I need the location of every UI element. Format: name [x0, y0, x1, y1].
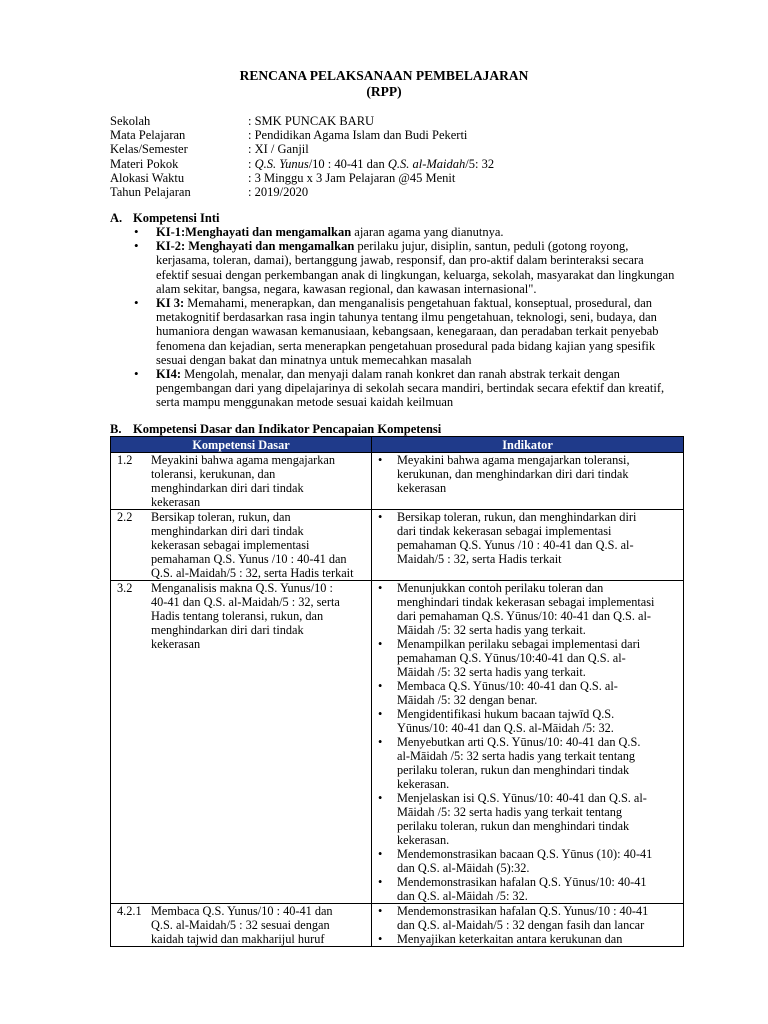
ki-text: sesuai dengan bakat dan minatnya untuk memecahkan masalah	[156, 352, 472, 367]
kd-line: kekerasan	[151, 637, 201, 651]
indicator-cell	[372, 510, 684, 581]
table-row	[111, 904, 684, 947]
kd-line: Q.S. al-Maidah/5 : 32, serta Hadis terkait	[151, 566, 354, 580]
meta-value: : 2019/2020	[248, 185, 309, 200]
kd-line: menghindarkan diri dari tindak	[151, 524, 304, 538]
meta-value-part: :	[248, 156, 255, 171]
document-title: RENCANA PELAKSANAAN PEMBELAJARAN	[239, 68, 529, 83]
indicator-item	[372, 453, 683, 495]
ki-text: efektif sesuai dengan perkembangan anak di lingkungan, keluarga, sekolah, masyarakat dan lingkungan	[156, 267, 675, 282]
bullet-icon: •	[378, 735, 383, 749]
kd-line: toleransi, kerukunan, dan	[151, 467, 276, 481]
indicator-item	[372, 932, 683, 946]
section-a-heading	[110, 211, 219, 225]
ki-text: alam sekitar, bangsa, negara, kawasan regional, dan kawasan internasional".	[156, 281, 537, 296]
meta-value-part: /5: 32	[465, 156, 495, 171]
table-body	[111, 453, 684, 947]
indicator-item	[372, 791, 683, 847]
kd-line: Hadis tentang toleransi, rukun, dan	[151, 609, 324, 623]
ki-label: KI-1:Menghayati dan mengamalkan	[156, 225, 352, 239]
table-row	[111, 581, 684, 904]
indicator-line: kekerasan	[397, 481, 447, 495]
indicator-line: pemahaman Q.S. Yunus /10 : 40-41 dan Q.S. al-	[397, 538, 634, 552]
indicator-item	[372, 679, 683, 707]
ki-text: Memahami, menerapkan, dan menganalisis pengetahuan faktual, konseptual, prosedural, dan	[184, 296, 653, 311]
indicator-item	[372, 707, 683, 735]
kd-cell	[111, 904, 372, 947]
section-title: Kompetensi Dasar dan Indikator Pencapaian Kompetensi	[133, 422, 442, 436]
bullet-icon: •	[378, 847, 383, 861]
meta-label: Sekolah	[110, 114, 151, 128]
indicator-line: Meyakini bahwa agama mengajarkan toleransi,	[397, 453, 630, 467]
meta-label: Mata Pelajaran	[110, 128, 186, 143]
ki-text: humaniora dengan wawasan kemanusiaan, kebangsaan, kenegaraan, dan peradaban terkait penyebab	[156, 324, 659, 339]
header-indikator: Indikator	[372, 437, 684, 453]
indicator-line: Māidah /5: 32 serta hadis yang terkait.	[397, 623, 586, 637]
ki-label: KI-2: Menghayati dan mengamalkan	[156, 239, 355, 254]
indicator-line: Bersikap toleran, rukun, dan menghindarkan diri	[397, 510, 637, 524]
kd-line: 40-41 dan Q.S. al-Maidah/5 : 32, serta	[151, 595, 340, 609]
indicator-line: Yūnus/10: 40-41 dan Q.S. al-Māidah /5: 32.	[397, 721, 614, 735]
indicator-line: Mendemonstrasikan hafalan Q.S. Yunus/10 : 40-41	[397, 904, 649, 918]
bullet-icon: •	[378, 581, 383, 595]
ki-text: pengembangan dari yang dipelajarinya di sekolah secara mandiri, bertindak secara efektif dan kreatif,	[156, 381, 665, 396]
indicator-item	[372, 875, 683, 903]
indicator-item	[372, 581, 683, 637]
kd-number: 2.2	[117, 510, 133, 524]
ki-item	[134, 296, 694, 367]
ki-text: perilaku jujur, disiplin, santun, peduli (gotong royong,	[354, 239, 629, 254]
ki-text: metakognitif berdasarkan rasa ingin tahunya tentang ilmu pengetahuan, teknologi, seni, budaya, dan	[156, 310, 657, 325]
bullet-icon: •	[378, 510, 383, 524]
ki-text: fenomena dan kejadian, serta menerapkan pengetahuan prosedural pada bidang kajian yang spesifik	[156, 338, 656, 353]
indicator-line: Mengidentifikasi hukum bacaan tajwīd Q.S.	[397, 707, 615, 721]
kd-line: kekerasan	[151, 495, 201, 509]
indicator-line: Māidah /5: 32 serta hadis yang terkait.	[397, 665, 586, 679]
kd-number: 3.2	[117, 581, 133, 595]
kd-line: Membaca Q.S. Yunus/10 : 40-41 dan	[151, 904, 333, 918]
indicator-line: dari tindak kekerasan sebagai implementasi	[397, 524, 612, 538]
indicator-line: Menunjukkan contoh perilaku toleran dan	[397, 581, 604, 595]
indicator-line: dan Q.S. al-Māidah (5):32.	[397, 861, 530, 875]
indicator-item	[372, 904, 683, 932]
section-number: B.	[110, 422, 122, 436]
meta-value: : 3 Minggu x 3 Jam Pelajaran @45 Menit	[248, 170, 456, 185]
bullet-icon: •	[378, 679, 383, 693]
kd-cell	[111, 453, 372, 510]
meta-row-materi-pokok	[110, 157, 494, 171]
kd-line: menghindarkan diri dari tindak	[151, 623, 304, 637]
ki-text: kerjasama, toleran, damai), bertanggung jawab, responsif, dan pro-aktif dalam berinteraksi secara	[156, 253, 644, 268]
kd-cell	[111, 581, 372, 904]
table-header-row	[111, 437, 684, 453]
meta-label: Materi Pokok	[110, 156, 179, 171]
indicator-line: kekerasan.	[397, 777, 450, 791]
indicator-line: al-Māidah /5: 32 serta hadis yang terkait tentang	[397, 749, 636, 763]
indicator-line: Menjelaskan isi Q.S. Yūnus/10: 40-41 dan Q.S. al-	[397, 791, 647, 805]
indicator-line: Mendemonstrasikan bacaan Q.S. Yūnus (10): 40-41	[397, 847, 653, 861]
kd-description	[151, 453, 371, 509]
meta-row-tahun-pelajaran	[110, 185, 494, 199]
bullet-icon: •	[134, 224, 139, 239]
indicator-line: perilaku toleran, rukun dan menghindari tindak	[397, 763, 630, 777]
indicator-line: Maidah/5 : 32, serta Hadis terkait	[397, 552, 562, 566]
kd-cell	[111, 510, 372, 581]
ki-item	[134, 367, 694, 410]
indicator-line: kerukunan, dan menghindarkan diri dari tindak	[397, 467, 629, 481]
kd-indicator-table	[110, 436, 684, 947]
indicator-line: dan Q.S. al-Māidah /5: 32.	[397, 889, 528, 903]
indicator-line: perilaku toleran, rukun dan menghindari tindak	[397, 819, 630, 833]
table-row	[111, 510, 684, 581]
kd-line: pemahaman Q.S. Yunus /10 : 40-41 dan	[151, 552, 347, 566]
indicator-cell	[372, 581, 684, 904]
indicator-line: Menyajikan keterkaitan antara kerukunan dan	[397, 932, 623, 946]
kd-line: Meyakini bahwa agama mengajarkan	[151, 453, 336, 467]
indicator-item	[372, 847, 683, 875]
bullet-icon: •	[378, 637, 383, 651]
kd-line: Q.S. al-Maidah/5 : 32 sesuai dengan	[151, 918, 330, 932]
indicator-cell	[372, 453, 684, 510]
meta-row-kelas-semester	[110, 142, 494, 156]
bullet-icon: •	[134, 238, 139, 254]
indicator-item	[372, 637, 683, 679]
meta-value	[248, 157, 494, 171]
ki-text: serta mampu menggunakan metode sesuai kaidah keilmuan	[156, 395, 454, 410]
kd-line: kekerasan sebagai implementasi	[151, 538, 310, 552]
bullet-icon: •	[134, 295, 139, 311]
ki-text: ajaran agama yang dianutnya.	[351, 225, 504, 239]
section-b-heading	[110, 422, 441, 436]
kd-description	[151, 904, 371, 946]
kd-line: Bersikap toleran, rukun, dan	[151, 510, 291, 524]
ki-item	[134, 239, 694, 296]
kd-number: 1.2	[117, 453, 133, 467]
meta-row-mata-pelajaran	[110, 128, 494, 142]
meta-label: Kelas/Semester	[110, 142, 188, 157]
bullet-icon: •	[378, 453, 383, 467]
meta-value-italic: Q.S. al-Maidah	[387, 156, 466, 171]
indicator-item	[372, 735, 683, 791]
kd-line: kaidah tajwid dan makharijul huruf	[151, 932, 325, 946]
bullet-icon: •	[378, 791, 383, 805]
identity-block	[110, 114, 494, 199]
kompetensi-inti-list	[134, 225, 694, 410]
section-number: A.	[110, 211, 123, 225]
header-kompetensi-dasar: Kompetensi Dasar	[111, 437, 372, 453]
indicator-line: Māidah /5: 32 dengan benar.	[397, 693, 538, 707]
meta-value-part: /10 : 40-41 dan	[308, 156, 388, 171]
bullet-icon: •	[134, 366, 139, 382]
indicator-line: Menampilkan perilaku sebagai implementasi dari	[397, 637, 641, 651]
document-subtitle: (RPP)	[366, 84, 402, 99]
indicator-item	[372, 510, 683, 566]
ki-item	[134, 225, 694, 239]
indicator-line: dari pemahaman Q.S. Yūnus/10: 40-41 dan Q.S. al-	[397, 609, 651, 623]
bullet-icon: •	[378, 707, 383, 721]
indicator-line: Māidah /5: 32 serta hadis yang terkait tentang	[397, 805, 623, 819]
indicator-line: kekerasan.	[397, 833, 450, 847]
kd-line: Menganalisis makna Q.S. Yunus/10 :	[151, 581, 333, 595]
table-row	[111, 453, 684, 510]
kd-line: menghindarkan diri dari tindak	[151, 481, 304, 495]
meta-row-alokasi-waktu	[110, 171, 494, 185]
ki-label: KI 3:	[156, 296, 185, 311]
meta-value: : Pendidikan Agama Islam dan Budi Pekerti	[248, 128, 468, 143]
meta-row-sekolah	[110, 114, 494, 128]
ki-text: Mengolah, menalar, dan menyaji dalam ranah konkret dan ranah abstrak terkait dengan	[181, 367, 620, 382]
indicator-line: pemahaman Q.S. Yūnus/10:40-41 dan Q.S. al-	[397, 651, 626, 665]
meta-value: : XI / Ganjil	[248, 142, 309, 157]
bullet-icon: •	[378, 875, 383, 889]
meta-value: : SMK PUNCAK BARU	[248, 114, 375, 128]
meta-label: Tahun Pelajaran	[110, 185, 191, 200]
meta-label: Alokasi Waktu	[110, 170, 185, 185]
bullet-icon: •	[378, 904, 383, 918]
indicator-line: Membaca Q.S. Yūnus/10: 40-41 dan Q.S. al-	[397, 679, 618, 693]
bullet-icon: •	[378, 932, 383, 946]
indicator-cell	[372, 904, 684, 947]
kd-description	[151, 581, 371, 651]
indicator-line: menghindari tindak kekerasan sebagai implementasi	[397, 595, 655, 609]
indicator-line: dan Q.S. al-Maidah/5 : 32 dengan fasih dan lancar	[397, 918, 645, 932]
section-title: Kompetensi Inti	[133, 211, 220, 225]
kd-number: 4.2.1	[117, 904, 142, 918]
meta-value-italic: Q.S. Yunus	[254, 156, 309, 171]
indicator-line: Menyebutkan arti Q.S. Yūnus/10: 40-41 dan Q.S.	[397, 735, 641, 749]
indicator-line: Mendemonstrasikan hafalan Q.S. Yūnus/10: 40-41	[397, 875, 647, 889]
kd-description	[151, 510, 371, 580]
ki-label: KI4:	[156, 367, 181, 382]
